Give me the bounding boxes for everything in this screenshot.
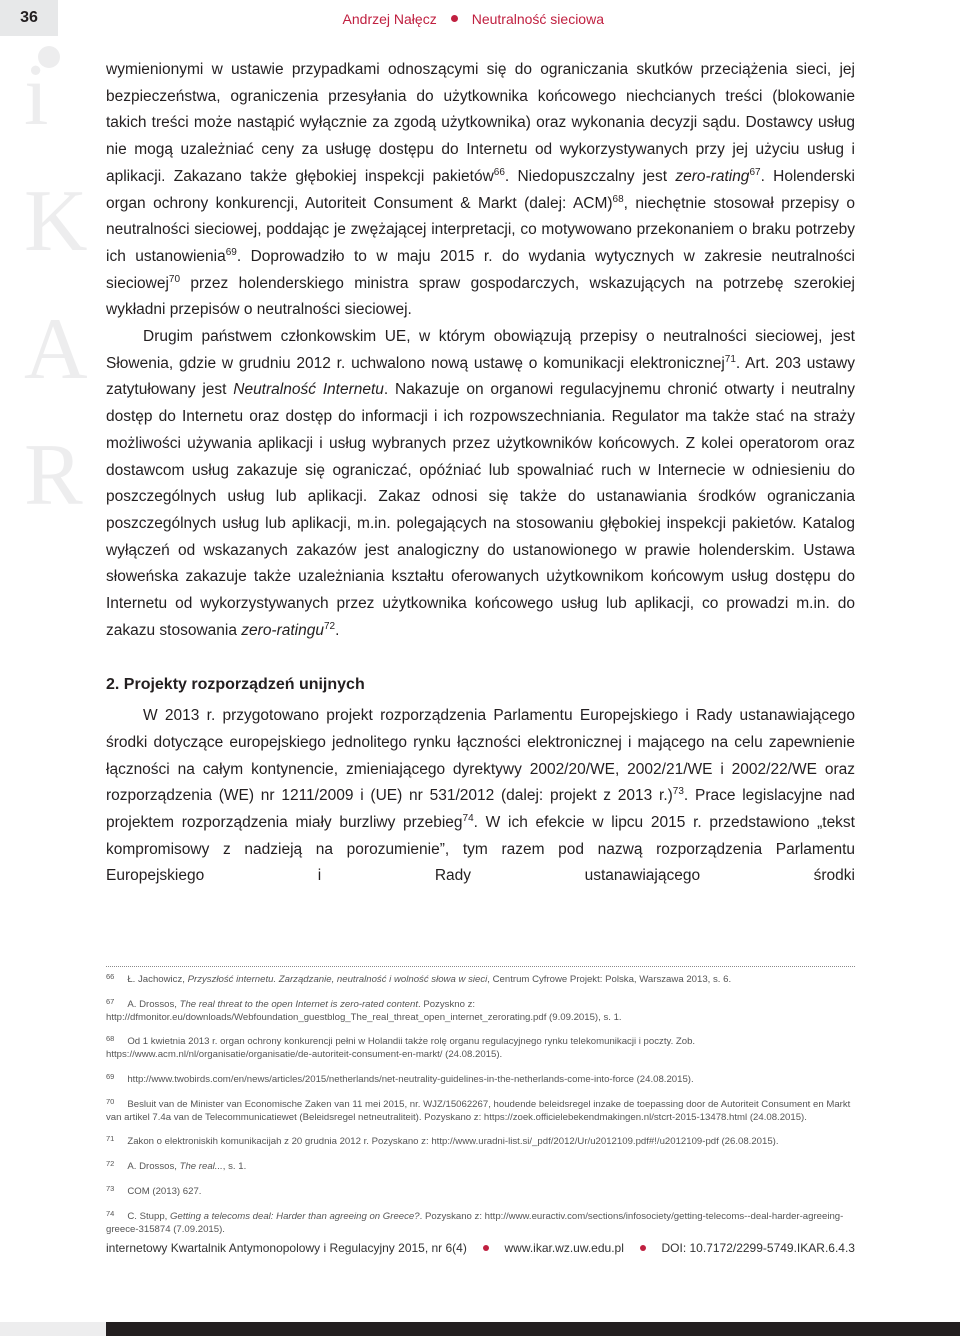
page-header (0, 0, 960, 40)
footnote-66: $^{66}$ Ł. Jachowicz, Przyszłość internetu. Zarządzanie, neutralność i wolność słowa w sieci, Centrum Cyfrowe Projekt: Polska, Warszawa 2013, s. 6. (106, 972, 732, 985)
footnotes (106, 971, 855, 1245)
page-number: 36 (0, 0, 58, 36)
footnote-ref-69[interactable]: 69 (225, 246, 237, 258)
footnote-73: $^{73}$ COM (2013) 627. (106, 1183, 202, 1197)
footnote-ref-73[interactable]: 73 (672, 786, 684, 798)
separator-dot-icon (640, 1245, 646, 1251)
footnote-71: $^{71}$ Zakon o elektroniskih komunikacijah z 20 grudnia 2012 r. Pozyskano z: http://www.uradni-list.si/_pdf/2012/Ur/u2012109.pdf#!/u2012109-pdf (26.08.2015). (106, 1134, 779, 1148)
footnote-ref-67[interactable]: 67 (749, 166, 761, 178)
footer-doi: DOI: 10.7172/2299-5749.IKAR.6.4.3 (661, 1241, 855, 1255)
footnote-ref-71[interactable]: 71 (724, 353, 736, 365)
section-heading: 2. Projekty rozporządzeń unijnych (106, 676, 365, 694)
footnote-70: $^{70}$ Besluit van de Minister van Economische Zaken van 11 mei 2015, nr. WJZ/15062267, houdende beleidsregel inzake de toepassing door de Autoriteit Consument en Markt van artikel 7.4a van de Telecommunicatiewet (Beleidsregel netneutraliteit). Pozyskano z: https://zoek.officielebekendmakingen.nl/stcrt-2015-13478.html (24.08.2015). (106, 1096, 851, 1123)
running-head (343, 11, 604, 27)
ikar-side-logo (6, 46, 100, 524)
paragraph-1: wymienionymi w ustawie przypadkami odnoszącymi się do ograniczania skutków przeciążenia sieci, jej bezpieczeństwa, ograniczenia przesyłania do użytkownika końcowego niechcianych treści (blokowanie takich treści może nastąpić wyłącznie za zgodą użytkownika) oraz wykonania decyzji sądu. Dostawcy usług nie mogą uzależniać ceny za usługę dostępu do Internetu od wykorzystywanych przy jej użyciu usług i aplikacji. Zakazano także głębokiej inspekcji pakietów$^{66}$. Niedopuszczalny jest zero-rating$^{67}$. Holenderski organ ochrony konkurencji, Autoriteit Consument & Markt (dalej: ACM)$^{68}$, niechętnie stosował przepisy o neutralności sieciowej, poddając je zwężającej interpretacji, co motywowano przekonaniem o braku potrzeby ich ustanowienia$^{69}$. Doprowadziło to w maju 2015 r. do wydania wytycznych w zakresie neutralności sieciowej$^{70}$ przez holenderskiego ministra spraw gospodarczych, wskazujących na potrzebę szerokiej wykładni przepisów o neutralności sieciowej. (106, 61, 855, 319)
bottom-bar (0, 1322, 960, 1336)
footnote-ref-68[interactable]: 68 (612, 193, 624, 205)
footnote-ref-72[interactable]: 72 (324, 620, 336, 632)
footnote-separator (106, 966, 855, 967)
paragraph-3: W 2013 r. przygotowano projekt rozporządzenia Parlamentu Europejskiego i Rady ustanawiającego środki dotyczące europejskiego jednolitego rynku łączności elektronicznej i mającego na celu zapewnienie łączności na całym kontynencie, zmieniającego dyrektywy 2002/20/WE, 2002/21/WE i 2002/22/WE oraz rozporządzenia (WE) nr 1211/2009 i (UE) nr 531/2012 (dalej: projekt z 2013 r.)$^{73}$. Prace legislacyjne nad projektem rozporządzenia miały burzliwy przebieg$^{74}$. W ich efekcie w lipcu 2015 r. przedstawiono „tekst kompromisowy z nadzieją na porozumienie”, tym razem pod nazwą rozporządzenia Parlamentu Europejskiego i Rady ustanawiającego środki (106, 707, 855, 885)
logo-letter-a: A (24, 301, 88, 398)
footnote-72: $^{72}$ A. Drossos, The real..., s. 1. (106, 1159, 247, 1173)
bottom-bar-dark (106, 1322, 960, 1336)
logo-letter-i: i (24, 47, 49, 144)
footnote-67: $^{67}$ A. Drossos, The real threat to the open Internet is zero-rated content. Pozyskno z: http://dfmonitor.eu/downloads/Webfoundation_guestblog_The_real_threat_open_internet_zerorating.pdf (9.09.2015), s. 1. (106, 996, 622, 1023)
footnote-74: $^{74}$ C. Stupp, Getting a telecoms deal: Harder than agreeing on Greece?. Pozyskano z: http://www.euractiv.com/sections/infosociety/getting-telecoms--deal-harder-agreeing-greece-315874 (7.09.2015). (106, 1208, 844, 1235)
running-head-author: Andrzej Nałęcz (342, 11, 437, 27)
footnote-ref-70[interactable]: 70 (168, 273, 181, 285)
footnote-ref-66[interactable]: 66 (493, 166, 505, 178)
logo-letter-k: K (24, 173, 88, 270)
separator-dot-icon (483, 1245, 489, 1251)
logo-letter-r: R (24, 427, 83, 524)
footer-journal: internetowy Kwartalnik Antymonopolowy i Regulacyjny 2015, nr 6(4) (106, 1241, 467, 1255)
separator-dot-icon (451, 15, 458, 22)
paragraph-2: Drugim państwem członkowskim UE, w którym obowiązują przepisy o neutralności sieciowej, jest Słowenia, gdzie w grudniu 2012 r. uchwalono nową ustawę o komunikacji elektronicznej$^{71}$. Art. 203 ustawy zatytułowany jest Neutralność Internetu. Nakazuje on organowi regulacyjnemu chronić otwarty i neutralny dostęp do Internetu oraz dostęp do informacji i ich rozpowszechniania. Regulator ma także stać na straży możliwości używania aplikacji i usług wybranych przez użytkowników końcowych. Z kolei operatorom oraz dostawcom usług zakazuje się ograniczać, opóźniać lub spowalniać ruch w Internecie w odniesieniu do poszczególnych usług lub aplikacji. Zakaz odnosi się także do ustanawiania środków ograniczania poszczególnych usług lub aplikacji, m.in. polegających na stosowaniu głębokiej inspekcji pakietów. Katalog wyłączeń od wskazanych zakazów jest analogiczny do ustanowionego w prawie holenderskim. Ustawa słoweńska zakazuje także uzależniania kształtu oferowanych użytkownikom końcowym usług dostępu do Internetu od wykorzystywanych przez użytkownika końcowego usług lub aplikacji, co prowadzi m.in. do zakazu stosowania zero-ratingu$^{72}$. (106, 328, 855, 639)
footnote-69: $^{69}$ http://www.twobirds.com/en/news/articles/2015/netherlands/net-neutrality-guidelines-in-the-netherlands-come-into-force (24.08.2015). (106, 1071, 694, 1085)
footer-url-link[interactable]: www.ikar.wz.uw.edu.pl (504, 1241, 624, 1255)
footnote-ref-74[interactable]: 74 (462, 812, 474, 824)
footnote-68: $^{68}$ Od 1 kwietnia 2013 r. organ ochrony konkurencji pełni w Holandii także rolę organu regulacyjnego rynku telekomunikacji i poczty. Zob. https://www.acm.nl/nl/organisatie/organisatie/de-autoriteit-consument-en-markt/ (24.08.2015). (106, 1034, 696, 1061)
page-footer (106, 1241, 855, 1255)
main-text (106, 57, 855, 890)
running-head-section: Neutralność sieciowa (471, 11, 604, 27)
